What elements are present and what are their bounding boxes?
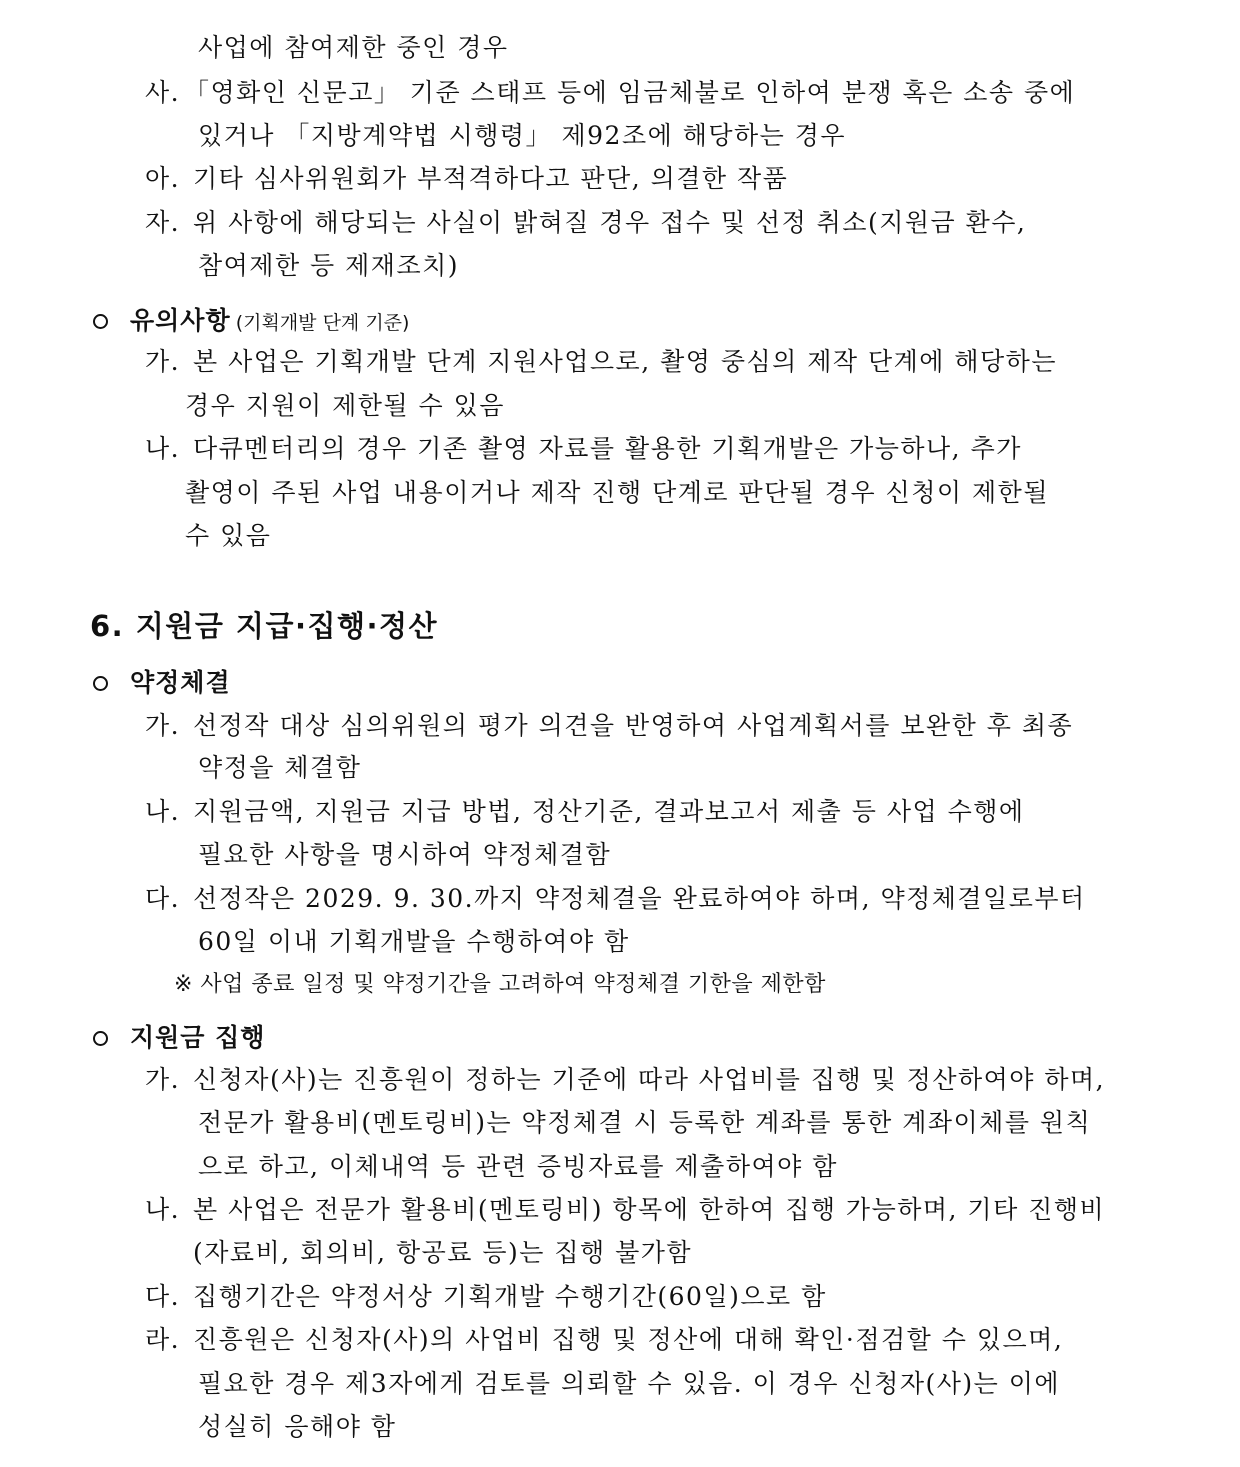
list-marker: 나. [145, 434, 181, 463]
line-text: 참여제한 등 제재조치) [198, 251, 459, 280]
line-text: 진흥원은 신청자(사)의 사업비 집행 및 정산에 대해 확인·점검할 수 있으며, [193, 1325, 1064, 1354]
circle-bullet-icon [93, 1031, 108, 1046]
line-text: 사업에 참여제한 중인 경우 [198, 33, 509, 62]
list-marker: 아. [145, 164, 181, 193]
line-text: 필요한 경우 제3자에게 검토를 의뢰할 수 있음. 이 경우 신청자(사)는 이에 [198, 1369, 1061, 1398]
line-text: 수 있음 [185, 521, 272, 550]
page-heading: 6. 지원금 지급·집행·정산 [90, 609, 439, 643]
section-title: 지원금 집행 [130, 1023, 266, 1052]
line-text: 성실히 응해야 함 [198, 1412, 397, 1441]
list-marker: 가. [145, 711, 181, 740]
line-text: 기타 심사위원회가 부적격하다고 판단, 의결한 작품 [193, 164, 789, 193]
list-marker: 다. [145, 1282, 181, 1311]
list-marker: 가. [145, 1065, 181, 1094]
line-text: 경우 지원이 제한될 수 있음 [185, 391, 505, 420]
list-marker: 라. [145, 1325, 181, 1354]
line-text: 필요한 사항을 명시하여 약정체결함 [198, 840, 612, 869]
list-marker: 자. [145, 208, 181, 237]
line-text: (자료비, 회의비, 항공료 등)는 집행 불가함 [193, 1238, 693, 1267]
circle-bullet-icon [93, 314, 108, 329]
reference-note: ※ 사업 종료 일정 및 약정기간을 고려하여 약정체결 기한을 제한함 [174, 972, 826, 997]
section-subtitle: (기획개발 단계 기준) [235, 312, 410, 334]
line-text: 약정을 체결함 [198, 753, 362, 782]
line-text: 본 사업은 전문가 활용비(멘토링비) 항목에 한하여 집행 가능하며, 기타 진행비 [193, 1195, 1106, 1224]
line-text: 촬영이 주된 사업 내용이거나 제작 진행 단계로 판단될 경우 신청이 제한될 [185, 478, 1049, 507]
line-text: 본 사업은 기획개발 단계 지원사업으로, 촬영 중심의 제작 단계에 해당하는 [193, 347, 1057, 376]
line-text: 지원금액, 지원금 지급 방법, 정산기준, 결과보고서 제출 등 사업 수행에 [193, 797, 1025, 826]
section-heading [0, 604, 1240, 648]
line-text: 60일 이내 기획개발을 수행하여야 함 [198, 927, 630, 956]
note-line [0, 969, 1240, 1001]
execution-section-header [0, 1021, 1240, 1055]
line-text: 으로 하고, 이체내역 등 관련 증빙자료를 제출하여야 함 [198, 1152, 838, 1181]
circle-bullet-icon [93, 676, 108, 691]
line-text: 선정작 대상 심의위원의 평가 의견을 반영하여 사업계획서를 보완한 후 최종 [193, 711, 1074, 740]
line-text: 전문가 활용비(멘토링비)는 약정체결 시 등록한 계좌를 통한 계좌이체를 원칙 [198, 1108, 1092, 1137]
list-marker: 다. [145, 884, 181, 913]
line-text: 있거나 「지방계약법 시행령」 제92조에 해당하는 경우 [198, 121, 847, 150]
line-text: 다큐멘터리의 경우 기존 촬영 자료를 활용한 기획개발은 가능하나, 추가 [193, 434, 1022, 463]
line-text: 위 사항에 해당되는 사실이 밝혀질 경우 접수 및 선정 취소(지원금 환수, [193, 208, 1027, 237]
line-text: 선정작은 2029. 9. 30.까지 약정체결을 완료하여야 하며, 약정체결일로부터 [193, 884, 1086, 913]
list-marker: 나. [145, 1195, 181, 1224]
section-title: 유의사항 [130, 306, 231, 335]
section-title: 약정체결 [130, 668, 231, 697]
list-marker: 가. [145, 347, 181, 376]
notes-section-header [0, 304, 1240, 338]
list-marker: 사. [145, 78, 181, 107]
line-text: 「영화인 신문고」 기준 스태프 등에 임금체불로 인하여 분쟁 혹은 소송 중에 [184, 78, 1076, 107]
line-text: 집행기간은 약정서상 기획개발 수행기간(60일)으로 함 [193, 1282, 827, 1311]
line-text: 신청자(사)는 진흥원이 정하는 기준에 따라 사업비를 집행 및 정산하여야 하며, [193, 1065, 1106, 1094]
list-marker: 나. [145, 797, 181, 826]
agreement-section-header [0, 666, 1240, 700]
